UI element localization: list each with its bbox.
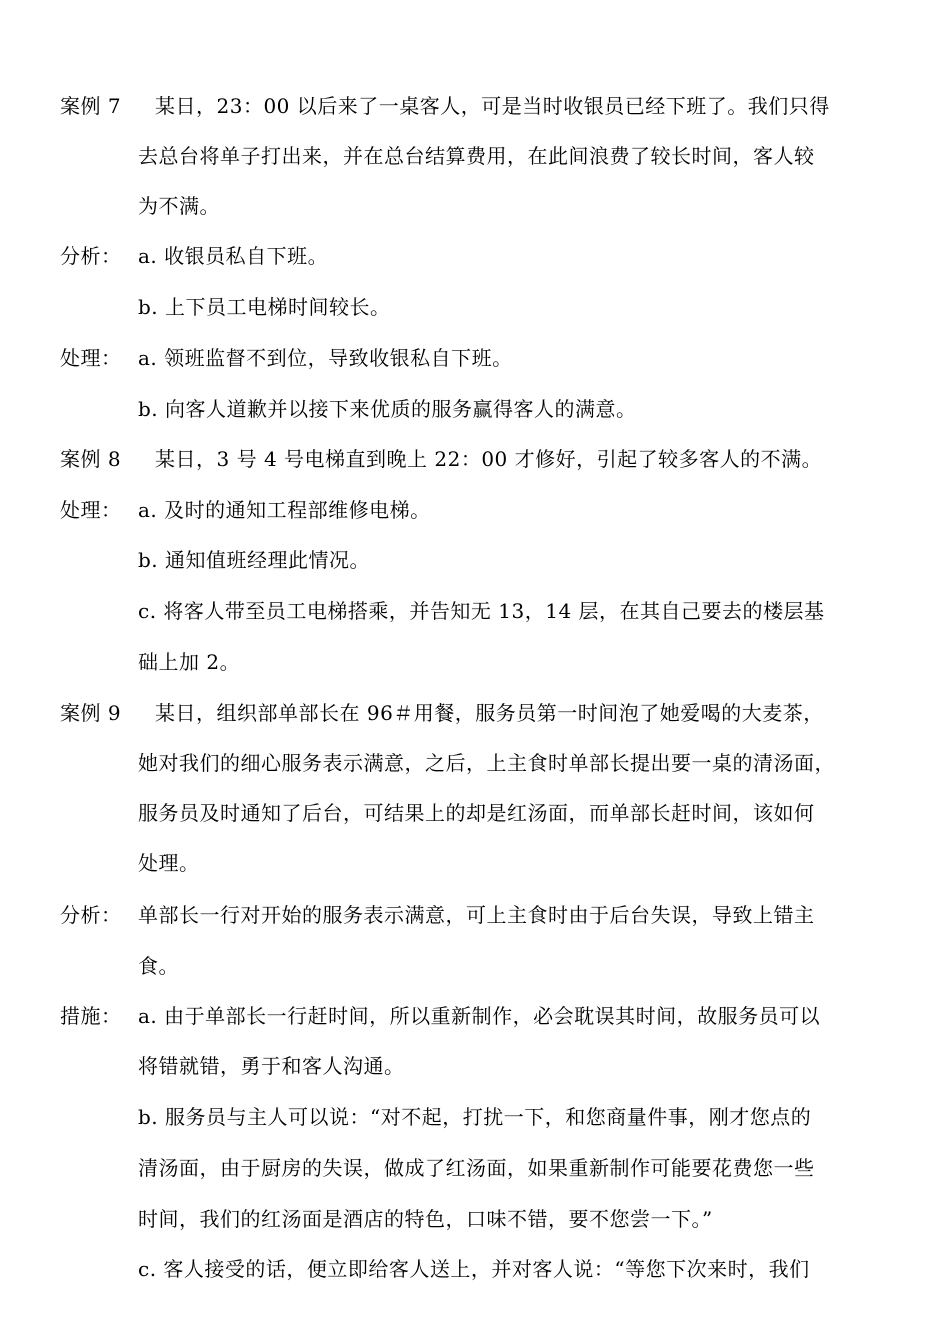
case7-analysis-label: 分析： — [60, 244, 122, 268]
case9-analysis-line-1: 单部长一行对开始的服务表示满意，可上主食时由于后台失误，导致上错主 — [138, 903, 815, 927]
case7-handling-label: 处理： — [60, 346, 122, 370]
case7-line-1: 某日，23：00 以后来了一桌客人，可是当时收银员已经下班了。我们只得 — [155, 94, 830, 118]
case9-label: 案例 9 — [60, 701, 122, 725]
case8-handling-item-b: b. 通知值班经理此情况。 — [138, 548, 371, 572]
case9-line-4: 处理。 — [138, 851, 200, 875]
case7-label: 案例 7 — [60, 94, 122, 118]
case7-handling-item-b: b. 向客人道歉并以接下来优质的服务赢得客人的满意。 — [138, 397, 637, 421]
case9-line-3: 服务员及时通知了后台，可结果上的却是红汤面，而单部长赶时间，该如何 — [138, 801, 815, 825]
case7-line-2: 去总台将单子打出来，并在总台结算费用，在此间浪费了较长时间，客人较 — [138, 144, 815, 168]
case9-analysis-label: 分析： — [60, 903, 122, 927]
case9-line-1: 某日，组织部单部长在 96＃用餐，服务员第一时间泡了她爱喝的大麦茶， — [155, 701, 824, 725]
case8-handling-label: 处理： — [60, 498, 122, 522]
case8-handling-item-c: c. 将客人带至员工电梯搭乘，并告知无 13，14 层，在其自己要去的楼层基 — [138, 599, 825, 623]
case9-measures-line-6: c. 客人接受的话，便立即给客人送上，并对客人说：“等您下次来时，我们 — [138, 1257, 810, 1281]
case8-line-1: 某日，3 号 4 号电梯直到晚上 22：00 才修好，引起了较多客人的不满。 — [155, 447, 823, 471]
case7-analysis-item-b: b. 上下员工电梯时间较长。 — [138, 295, 391, 319]
case9-analysis-line-2: 食。 — [138, 954, 179, 978]
case9-measures-line-3: b. 服务员与主人可以说：“对不起，打扰一下，和您商量件事，刚才您点的 — [138, 1105, 812, 1129]
case7-line-3: 为不满。 — [138, 194, 220, 218]
case8-handling-item-c-cont: 础上加 2。 — [138, 650, 241, 674]
case7-handling-item-a: a. 领班监督不到位，导致收银私自下班。 — [138, 346, 513, 370]
case8-handling-item-a: a. 及时的通知工程部维修电梯。 — [138, 498, 431, 522]
case8-label: 案例 8 — [60, 447, 122, 471]
case9-measures-line-4: 清汤面，由于厨房的失误，做成了红汤面，如果重新制作可能要花费您一些 — [138, 1156, 815, 1180]
case7-analysis-item-a: a. 收银员私自下班。 — [138, 244, 329, 268]
case9-measures-line-2: 将错就错，勇于和客人沟通。 — [138, 1054, 405, 1078]
case9-measures-label: 措施： — [60, 1004, 122, 1028]
case9-measures-line-5: 时间，我们的红汤面是酒店的特色，口味不错，要不您尝一下。” — [138, 1207, 713, 1231]
case9-line-2: 她对我们的细心服务表示满意，之后，上主食时单部长提出要一桌的清汤面， — [138, 751, 835, 775]
case9-measures-line-1: a. 由于单部长一行赶时间，所以重新制作，必会耽误其时间，故服务员可以 — [138, 1004, 821, 1028]
